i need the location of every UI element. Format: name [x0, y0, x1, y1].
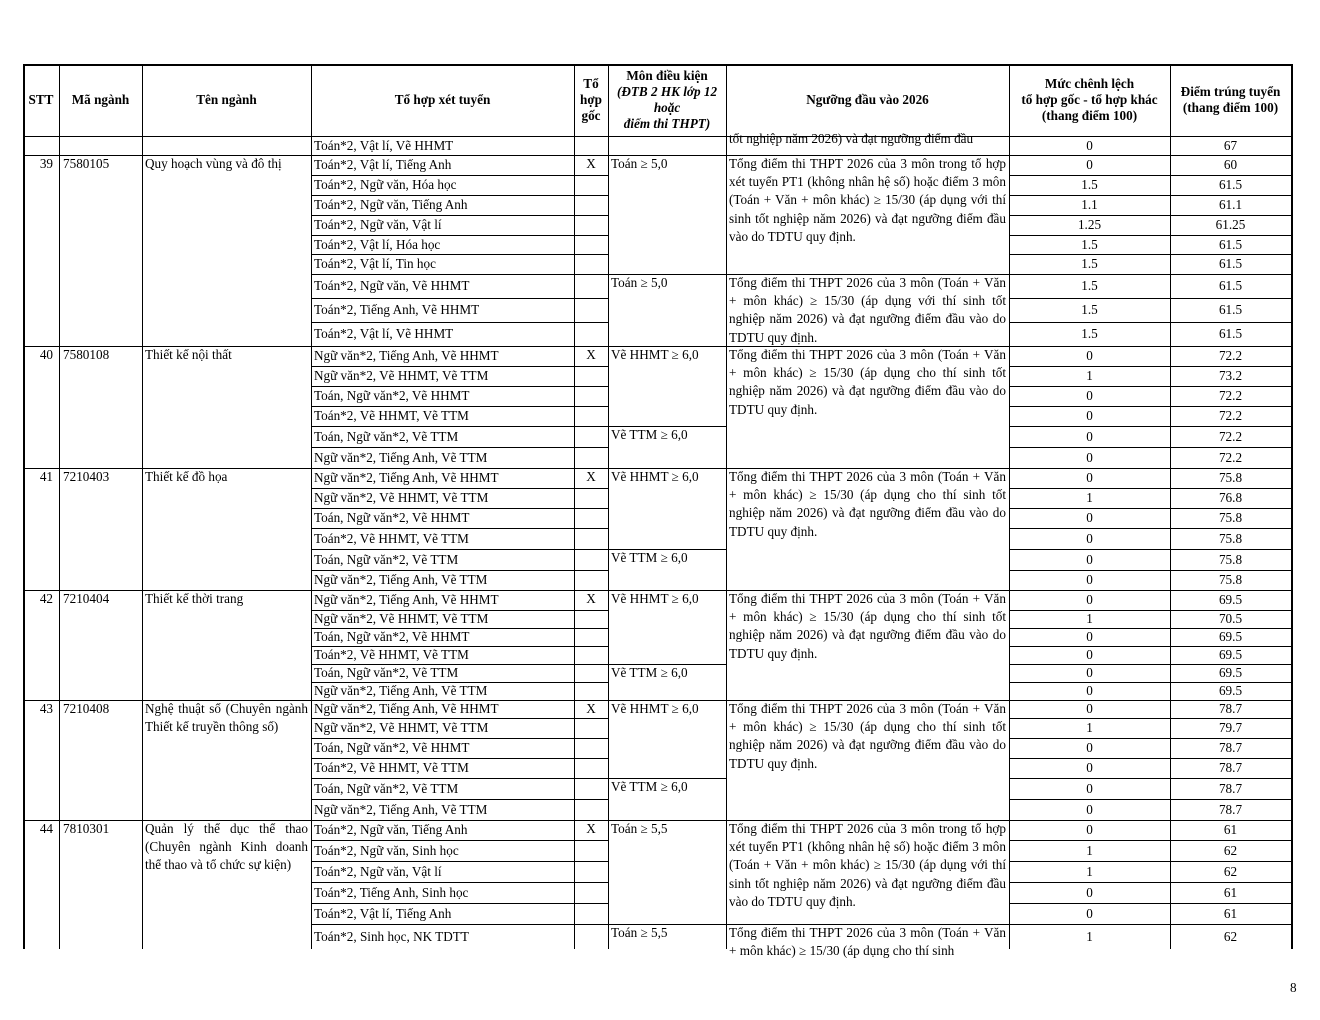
admission-score: 73.2	[1218, 368, 1243, 383]
admission-score: 69.5	[1218, 629, 1243, 644]
header-chenh_lech-line: Mức chênh lệch	[1044, 76, 1135, 91]
admission-score: 61	[1223, 884, 1238, 900]
major-name: Quản lý thể dục thể thao (Chuyên ngành Kinh doanh thể thao và tổ chức sự kiện)	[145, 821, 308, 873]
threshold-text: Tổng điểm thi THPT 2026 của 3 môn (Toán + Văn + môn khác) ≥ 15/30 (áp dụng cho thí sinh tốt nghiệp năm 2026) và đạt ngưỡng điểm đầu vào do TDTU quy định.	[729, 347, 1006, 417]
column-divider	[23, 64, 25, 949]
condition-cell: Vẽ HHMT ≥ 6,0	[611, 591, 699, 606]
condition-cell: Vẽ TTM ≥ 6,0	[611, 550, 688, 565]
original-combo-mark: X	[586, 156, 596, 171]
stt-cell: 43	[39, 701, 53, 716]
stt-cell: 41	[39, 469, 53, 484]
combination-cell: Toán*2, Tiếng Anh, Vẽ HHMT	[314, 302, 480, 317]
admission-score: 75.8	[1218, 551, 1243, 567]
admission-score: 61.5	[1218, 302, 1243, 317]
score-difference: 0	[1086, 780, 1093, 796]
header-mon_dieu_kien-line: Môn điều kiện	[626, 68, 708, 83]
threshold-text: Tổng điểm thi THPT 2026 của 3 môn (Toán + Văn + môn khác) ≥ 15/30 (áp dụng với thí sinh tốt nghiệp năm 2026) và đạt ngưỡng điểm đầu vào do TDTU quy định.	[729, 275, 1006, 345]
admission-score: 69.5	[1218, 665, 1243, 680]
admission-score: 72.2	[1218, 408, 1243, 423]
header-diem_trung_tuyen	[1170, 84, 1291, 116]
admission-score: 72.2	[1218, 348, 1243, 363]
admission-score: 78.7	[1218, 740, 1243, 755]
admission-score: 78.7	[1218, 760, 1243, 775]
combination-cell: Toán*2, Tiếng Anh, Sinh học	[314, 884, 469, 900]
admission-score: 62	[1223, 928, 1238, 944]
threshold-text: Tổng điểm thi THPT 2026 của 3 môn trong tổ hợp xét tuyển PT1 (không nhân hệ số) hoặc điểm 3 môn (Toán + Văn + môn khác) ≥ 15/30 (áp dụng với thí sinh tốt nghiệp năm 2026) và đạt ngưỡng điểm đầu vào do TDTU quy định.	[729, 156, 1006, 244]
header-mon_dieu_kien-line: (ĐTB 2 HK lớp 12	[616, 84, 718, 99]
header-to_hop_goc-line: gốc	[581, 108, 601, 123]
admission-score: 61	[1223, 905, 1238, 921]
combination-cell: Toán*2, Ngữ văn, Vật lí	[314, 863, 442, 879]
score-difference: 0	[1086, 449, 1093, 465]
combination-cell: Toán*2, Vật lí, Tiếng Anh	[314, 157, 452, 172]
combination-cell: Ngữ văn*2, Vẽ HHMT, Vẽ TTM	[314, 720, 489, 735]
combination-cell: Toán*2, Vẽ HHMT, Vẽ TTM	[314, 530, 469, 546]
combination-cell: Toán*2, Vẽ HHMT, Vẽ TTM	[314, 647, 469, 662]
condition-cell: Toán ≥ 5,5	[611, 925, 668, 940]
condition-cell: Toán ≥ 5,5	[611, 821, 668, 836]
threshold-text: Tổng điểm thi THPT 2026 của 3 môn (Toán + Văn + môn khác) ≥ 15/30 (áp dụng cho thí sinh	[729, 925, 1006, 959]
original-combo-mark: X	[586, 821, 596, 836]
score-difference: 1.5	[1081, 177, 1098, 192]
combination-cell: Toán, Ngữ văn*2, Vẽ HHMT	[314, 629, 470, 644]
combination-cell: Ngữ văn*2, Tiếng Anh, Vẽ HHMT	[314, 592, 499, 607]
admission-score: 78.7	[1218, 801, 1243, 817]
score-difference: 0	[1086, 683, 1093, 698]
header-chenh_lech-line: (thang điểm 100)	[1041, 108, 1138, 123]
stt-cell: 39	[39, 156, 53, 171]
combination-cell: Toán, Ngữ văn*2, Vẽ TTM	[314, 551, 459, 567]
row-divider	[1009, 924, 1291, 925]
header-mon_dieu_kien-line: hoặc	[653, 100, 681, 115]
header-chenh_lech-line: tổ hợp gốc - tổ hợp khác	[1021, 92, 1158, 107]
combination-cell: Toán, Ngữ văn*2, Vẽ TTM	[314, 665, 459, 680]
admission-score: 61.25	[1215, 217, 1246, 232]
header-to_hop_goc	[574, 76, 608, 124]
admission-score: 76.8	[1218, 490, 1243, 505]
combination-cell: Toán*2, Ngữ văn, Sinh học	[314, 842, 459, 858]
combination-cell: Toán*2, Vật lí, Vẽ HHMT	[314, 326, 454, 341]
score-difference: 0	[1086, 348, 1093, 363]
row-divider	[311, 298, 608, 299]
score-difference: 1.25	[1077, 217, 1102, 232]
admission-score: 72.2	[1218, 428, 1243, 444]
condition-cell: Vẽ HHMT ≥ 6,0	[611, 469, 699, 484]
condition-cell: Toán ≥ 5,0	[611, 275, 668, 290]
score-difference: 1.5	[1081, 256, 1098, 271]
header-mon_dieu_kien-line: điểm thi THPT)	[623, 116, 711, 131]
header-nguong: Ngưỡng đầu vào 2026	[806, 92, 929, 107]
combination-cell: Ngữ văn*2, Vẽ HHMT, Vẽ TTM	[314, 368, 489, 383]
row-divider	[1009, 322, 1291, 323]
score-difference: 1.1	[1081, 197, 1098, 212]
combination-cell: Ngữ văn*2, Tiếng Anh, Vẽ TTM	[314, 801, 488, 817]
score-difference: 0	[1086, 551, 1093, 567]
score-difference: 1	[1086, 611, 1093, 626]
condition-cell: Toán ≥ 5,0	[611, 156, 668, 171]
threshold-text: tốt nghiệp năm 2026) và đạt ngưỡng điểm đầu	[729, 131, 974, 146]
combination-cell: Toán*2, Sinh học, NK TDTT	[314, 928, 469, 944]
score-difference: 0	[1086, 592, 1093, 607]
original-combo-mark: X	[586, 701, 596, 716]
major-name: Thiết kế đồ họa	[145, 469, 228, 484]
major-name: Thiết kế nội thất	[145, 347, 232, 362]
combination-cell: Ngữ văn*2, Tiếng Anh, Vẽ HHMT	[314, 470, 499, 485]
admission-score: 70.5	[1218, 611, 1243, 626]
combination-cell: Ngữ văn*2, Vẽ HHMT, Vẽ TTM	[314, 490, 489, 505]
score-difference: 0	[1086, 905, 1093, 921]
major-code: 7580108	[63, 347, 110, 362]
column-divider	[1291, 64, 1293, 949]
admission-score: 61.5	[1218, 236, 1243, 252]
original-combo-mark: X	[586, 469, 596, 484]
threshold-text: Tổng điểm thi THPT 2026 của 3 môn (Toán + Văn + môn khác) ≥ 15/30 (áp dụng cho thí sinh tốt nghiệp năm 2026) và đạt ngưỡng điểm đầu vào do TDTU quy định.	[729, 591, 1006, 661]
header-to_hop: Tổ hợp xét tuyển	[394, 92, 491, 107]
header-ten_nganh: Tên ngành	[196, 92, 257, 107]
score-difference: 0	[1086, 137, 1093, 153]
condition-cell: Vẽ TTM ≥ 6,0	[611, 427, 688, 442]
threshold-text: Tổng điểm thi THPT 2026 của 3 môn trong tổ hợp xét tuyển PT1 (không nhân hệ số) hoặc điểm 3 môn (Toán + Văn + môn khác) ≥ 15/30 (áp dụng với thí sinh tốt nghiệp năm 2026) và đạt ngưỡng điểm đầu vào do TDTU quy định.	[729, 821, 1006, 909]
admission-score: 69.5	[1218, 647, 1243, 662]
column-divider	[311, 64, 312, 949]
admission-score: 69.5	[1218, 683, 1243, 698]
admission-score: 62	[1223, 863, 1238, 879]
admission-score: 61.5	[1218, 278, 1243, 293]
row-divider	[1009, 298, 1291, 299]
column-divider	[59, 64, 60, 949]
combination-cell: Ngữ văn*2, Tiếng Anh, Vẽ TTM	[314, 449, 488, 465]
header-ma_nganh: Mã ngành	[71, 92, 130, 107]
original-combo-mark: X	[586, 591, 596, 606]
admission-score: 75.8	[1218, 530, 1243, 546]
combination-cell: Toán*2, Vật lí, Tiếng Anh	[314, 905, 452, 921]
row-divider	[311, 322, 608, 323]
threshold-text: Tổng điểm thi THPT 2026 của 3 môn (Toán + Văn + môn khác) ≥ 15/30 (áp dụng cho thí sinh tốt nghiệp năm 2026) và đạt ngưỡng điểm đầu vào do TDTU quy định.	[729, 701, 1006, 771]
admission-score: 75.8	[1218, 470, 1243, 485]
column-divider	[142, 64, 143, 949]
admission-score: 67	[1223, 137, 1238, 153]
combination-cell: Toán, Ngữ văn*2, Vẽ TTM	[314, 780, 459, 796]
admission-score: 78.7	[1218, 780, 1243, 796]
score-difference: 0	[1086, 470, 1093, 485]
score-difference: 0	[1086, 388, 1093, 403]
score-difference: 0	[1086, 428, 1093, 444]
admission-score: 61.5	[1218, 326, 1243, 341]
header-diem_trung_tuyen-line: (thang điểm 100)	[1182, 100, 1279, 115]
major-name: Quy hoạch vùng và đô thị	[145, 156, 282, 171]
row-divider	[311, 924, 608, 925]
condition-cell: Vẽ HHMT ≥ 6,0	[611, 701, 699, 716]
combination-cell: Toán, Ngữ văn*2, Vẽ HHMT	[314, 510, 470, 525]
admission-score: 61.1	[1218, 197, 1243, 212]
score-difference: 0	[1086, 408, 1093, 423]
score-difference: 0	[1086, 530, 1093, 546]
score-difference: 1	[1086, 842, 1093, 858]
score-difference: 1.5	[1081, 326, 1098, 341]
score-difference: 0	[1086, 510, 1093, 525]
table-top-border	[23, 64, 1292, 66]
admission-score: 61.5	[1218, 177, 1243, 192]
admission-score: 61	[1223, 822, 1238, 837]
combination-cell: Ngữ văn*2, Vẽ HHMT, Vẽ TTM	[314, 611, 489, 626]
admission-score: 60	[1223, 157, 1238, 172]
score-difference: 1	[1086, 720, 1093, 735]
column-divider	[726, 64, 727, 949]
row-divider	[1009, 274, 1291, 275]
major-code: 7580105	[63, 156, 110, 171]
condition-cell: Vẽ TTM ≥ 6,0	[611, 779, 688, 794]
combination-cell: Toán, Ngữ văn*2, Vẽ HHMT	[314, 388, 470, 403]
score-difference: 0	[1086, 884, 1093, 900]
score-difference: 1	[1086, 490, 1093, 505]
header-to_hop_goc-line: Tổ	[583, 76, 599, 91]
major-code: 7810301	[63, 821, 110, 836]
combination-cell: Toán*2, Vẽ HHMT, Vẽ TTM	[314, 760, 469, 775]
score-difference: 1.5	[1081, 236, 1098, 252]
header-chenh_lech	[1009, 76, 1170, 124]
admission-score: 72.2	[1218, 388, 1243, 403]
combination-cell: Ngữ văn*2, Tiếng Anh, Vẽ HHMT	[314, 348, 499, 363]
combination-cell: Toán, Ngữ văn*2, Vẽ HHMT	[314, 740, 470, 755]
combination-cell: Toán*2, Ngữ văn, Vật lí	[314, 217, 442, 232]
score-difference: 0	[1086, 629, 1093, 644]
score-difference: 0	[1086, 701, 1093, 716]
score-difference: 0	[1086, 760, 1093, 775]
combination-cell: Ngữ văn*2, Tiếng Anh, Vẽ HHMT	[314, 701, 499, 716]
combination-cell: Ngữ văn*2, Tiếng Anh, Vẽ TTM	[314, 572, 488, 587]
header-stt: STT	[28, 92, 54, 107]
major-name: Thiết kế thời trang	[145, 591, 244, 606]
original-combo-mark: X	[586, 347, 596, 362]
score-difference: 1	[1086, 863, 1093, 879]
major-code: 7210408	[63, 701, 110, 716]
score-difference: 0	[1086, 647, 1093, 662]
admission-score: 69.5	[1218, 592, 1243, 607]
combination-cell: Toán*2, Ngữ văn, Tiếng Anh	[314, 822, 468, 837]
column-divider	[608, 64, 609, 949]
score-difference: 1.5	[1081, 302, 1098, 317]
score-difference: 0	[1086, 822, 1093, 837]
header-mon_dieu_kien	[608, 68, 726, 132]
column-divider	[574, 64, 575, 949]
admission-score: 79.7	[1218, 720, 1243, 735]
combination-cell: Ngữ văn*2, Tiếng Anh, Vẽ TTM	[314, 683, 488, 698]
admission-score: 72.2	[1218, 449, 1243, 465]
stt-cell: 40	[39, 347, 53, 362]
threshold-text: Tổng điểm thi THPT 2026 của 3 môn (Toán + Văn + môn khác) ≥ 15/30 (áp dụng cho thí sinh tốt nghiệp năm 2026) và đạt ngưỡng điểm đầu vào do TDTU quy định.	[729, 469, 1006, 539]
combination-cell: Toán, Ngữ văn*2, Vẽ TTM	[314, 428, 459, 444]
score-difference: 0	[1086, 572, 1093, 587]
condition-cell: Vẽ HHMT ≥ 6,0	[611, 347, 699, 362]
admission-score: 75.8	[1218, 510, 1243, 525]
major-name: Nghệ thuật số (Chuyên ngành Thiết kế truyền thông số)	[145, 701, 308, 735]
page-number: 8	[1290, 980, 1297, 995]
score-difference: 0	[1086, 665, 1093, 680]
combination-cell: Toán*2, Ngữ văn, Tiếng Anh	[314, 197, 468, 212]
stt-cell: 42	[39, 591, 53, 606]
admission-score: 62	[1223, 842, 1238, 858]
combination-cell: Toán*2, Ngữ văn, Hóa học	[314, 177, 457, 192]
combination-cell: Toán*2, Vẽ HHMT, Vẽ TTM	[314, 408, 469, 423]
major-code: 7210403	[63, 469, 110, 484]
combination-cell: Toán*2, Vật lí, Hóa học	[314, 236, 441, 252]
score-difference: 1	[1086, 928, 1093, 944]
combination-cell: Toán*2, Vật lí, Vẽ HHMT	[314, 137, 454, 153]
admission-score: 61.5	[1218, 256, 1243, 271]
score-difference: 0	[1086, 801, 1093, 817]
score-difference: 1	[1086, 368, 1093, 383]
score-difference: 1.5	[1081, 278, 1098, 293]
combination-cell: Toán*2, Ngữ văn, Vẽ HHMT	[314, 278, 470, 293]
admission-score: 75.8	[1218, 572, 1243, 587]
admission-score: 78.7	[1218, 701, 1243, 716]
stt-cell: 44	[39, 821, 53, 836]
major-code: 7210404	[63, 591, 110, 606]
condition-cell: Vẽ TTM ≥ 6,0	[611, 665, 688, 680]
header-diem_trung_tuyen-line: Điểm trúng tuyển	[1180, 84, 1281, 99]
combination-cell: Toán*2, Vật lí, Tin học	[314, 256, 436, 271]
header-to_hop_goc-line: hợp	[580, 92, 602, 107]
score-difference: 0	[1086, 157, 1093, 172]
row-divider	[311, 274, 608, 275]
score-difference: 0	[1086, 740, 1093, 755]
